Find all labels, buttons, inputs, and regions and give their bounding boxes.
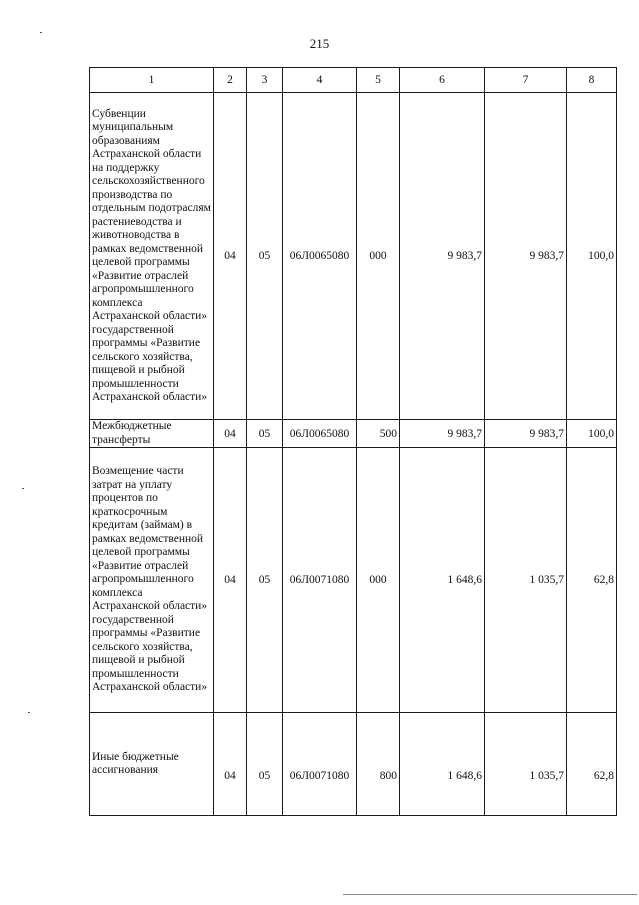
cell-section: 04 [214,420,247,448]
cell-expense-type: 800 [357,713,400,816]
cell-expense-type: 000 [357,448,400,713]
cell-percent: 100,0 [567,93,617,420]
row-description: Возмещение части затрат на уплату процентов по краткосрочным кредитам (займам) в рамках ведомственной целевой программы «Развитие отраслей агропромышленного комплекса Астраханской области» государственной программы «Развитие сельского хозяйства, пищевой и рыбной промышленности Астраханской области» [90,448,214,713]
cell-target-article: 06Л0065080 [283,420,357,448]
cell-value: 9 983,7 [400,420,485,448]
cell-section: 04 [214,713,247,816]
cell-subsection: 05 [247,420,283,448]
page-number: 215 [309,36,330,51]
header-cell: 1 [90,68,214,93]
header-cell: 8 [567,68,617,93]
cell-target-article: 06Л0065080 [283,93,357,420]
cell-value: 9 983,7 [485,93,567,420]
cell-percent: 100,0 [567,420,617,448]
cell-value: 1 648,6 [400,713,485,816]
cell-value: 1 035,7 [485,713,567,816]
header-cell: 2 [214,68,247,93]
cell-section: 04 [214,448,247,713]
cell-value: 1 035,7 [485,448,567,713]
cell-target-article: 06Л0071080 [283,448,357,713]
table-row [90,93,617,420]
cell-target-article: 06Л0071080 [283,713,357,816]
cell-value: 9 983,7 [485,420,567,448]
table-row [90,713,617,816]
cell-expense-type: 500 [357,420,400,448]
header-cell: 4 [283,68,357,93]
table-row [90,448,617,713]
header-cell: 7 [485,68,567,93]
row-description: Иные бюджетные ассигнования [90,713,214,816]
cell-subsection: 05 [247,713,283,816]
cell-expense-type: 000 [357,93,400,420]
scan-edge-line [343,894,637,895]
cell-percent: 62,8 [567,448,617,713]
header-cell: 5 [357,68,400,93]
cell-value: 9 983,7 [400,93,485,420]
cell-value: 1 648,6 [400,448,485,713]
scan-speck [28,712,30,713]
header-cell: 6 [400,68,485,93]
cell-percent: 62,8 [567,713,617,816]
cell-section: 04 [214,93,247,420]
scan-speck [22,488,24,489]
budget-table [89,67,617,816]
row-description: Субвенции муниципальным образованиям Астраханской области на поддержку сельскохозяйственного производства по отдельным подотраслям растениеводства и животноводства в рамках ведомственной целевой программы «Развитие отраслей агропромышленного комплекса Астраханской области» государственной программы «Развитие сельского хозяйства, пищевой и рыбной промышленности Астраханской области» [90,93,214,420]
cell-subsection: 05 [247,93,283,420]
header-cell: 3 [247,68,283,93]
cell-subsection: 05 [247,448,283,713]
row-description: Межбюджетные трансферты [90,420,214,448]
scan-speck [40,32,42,33]
header-row [90,68,617,93]
table-row [90,420,617,448]
